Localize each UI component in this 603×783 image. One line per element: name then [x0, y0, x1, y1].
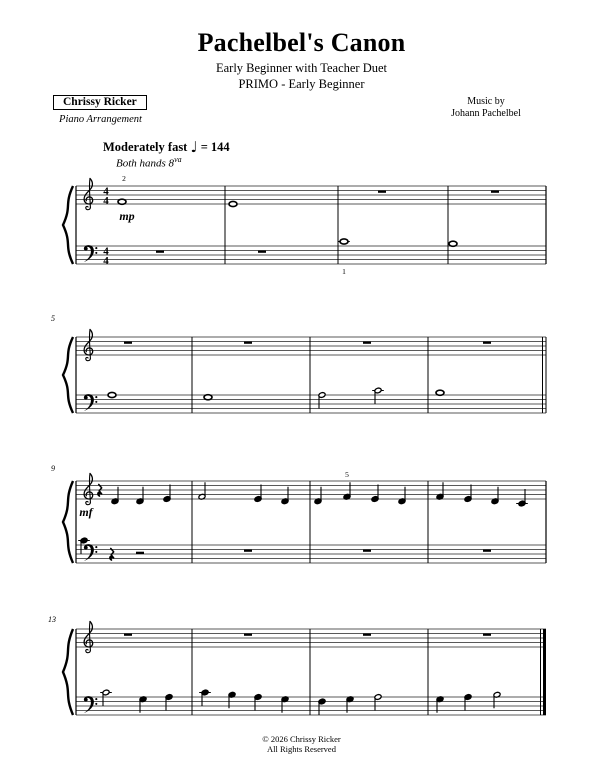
direction-text: Both hands 8 [116, 157, 175, 170]
copyright-line-2: All Rights Reserved [267, 743, 336, 754]
measure-number: 9 [51, 464, 55, 473]
treble-clef-icon [84, 330, 93, 361]
copyright-line-1: © 2026 Chrissy Ricker [262, 734, 341, 744]
system-2 [51, 314, 546, 413]
whole-rest [378, 191, 386, 193]
whole-rest [363, 634, 371, 636]
copyright-footer [0, 735, 603, 754]
treble-clef-icon [84, 179, 93, 210]
system-4 [48, 615, 546, 715]
grand-staff-brace [63, 186, 73, 264]
whole-rest [491, 191, 499, 193]
tempo-value: = 144 [200, 140, 230, 154]
whole-rest [124, 634, 132, 636]
time-signature-denominator: 4 [103, 254, 109, 267]
whole-rest [244, 634, 252, 636]
direction-sup: va [174, 155, 182, 164]
whole-rest [124, 342, 132, 344]
credit-line-2: Johann Pachelbel [451, 107, 521, 119]
finger-number: 1 [342, 267, 346, 276]
whole-note [118, 199, 126, 204]
arranger-role: Piano Arrangement [59, 114, 142, 125]
grand-staff-brace [63, 337, 73, 413]
whole-note [436, 390, 444, 395]
system-3 [51, 464, 546, 563]
page-title: Pachelbel's Canon [197, 28, 406, 57]
half-rest [136, 552, 144, 554]
whole-rest [363, 342, 371, 344]
time-signature-denominator: 4 [103, 194, 109, 207]
subtitle-part: PRIMO - Early Beginner [238, 77, 365, 91]
measure-number: 13 [48, 615, 56, 624]
treble-clef-icon [84, 474, 93, 505]
credit-line-1: Music by [467, 96, 505, 107]
whole-rest [258, 251, 266, 253]
dynamic-marking: mp [119, 209, 135, 223]
arranger-name: Chrissy Ricker [63, 96, 137, 108]
whole-rest [363, 550, 371, 552]
subtitle-arrangement: Early Beginner with Teacher Duet [215, 61, 388, 75]
whole-note [229, 201, 237, 206]
tempo-text: Moderately fast [103, 140, 188, 154]
whole-rest [483, 634, 491, 636]
grand-staff-brace [63, 481, 73, 563]
finger-number: 2 [122, 174, 126, 183]
measure-number: 5 [51, 314, 55, 323]
system-1 [63, 174, 546, 276]
whole-rest [156, 251, 164, 253]
whole-note [108, 392, 116, 397]
whole-note [340, 239, 348, 244]
time-signature-numerator: 4 [103, 245, 109, 258]
treble-clef-icon [84, 622, 93, 653]
grand-staff-brace [63, 629, 73, 715]
dynamic-marking: mf [79, 505, 93, 519]
whole-rest [483, 342, 491, 344]
finger-number: 5 [345, 470, 349, 479]
whole-note [449, 241, 457, 246]
time-signature-numerator: 4 [103, 185, 109, 198]
whole-note [204, 395, 212, 400]
whole-rest [244, 342, 252, 344]
quarter-note-icon: ♩ [190, 138, 198, 156]
final-barline-thick [543, 629, 546, 715]
whole-rest [244, 550, 252, 552]
whole-rest [483, 550, 491, 552]
